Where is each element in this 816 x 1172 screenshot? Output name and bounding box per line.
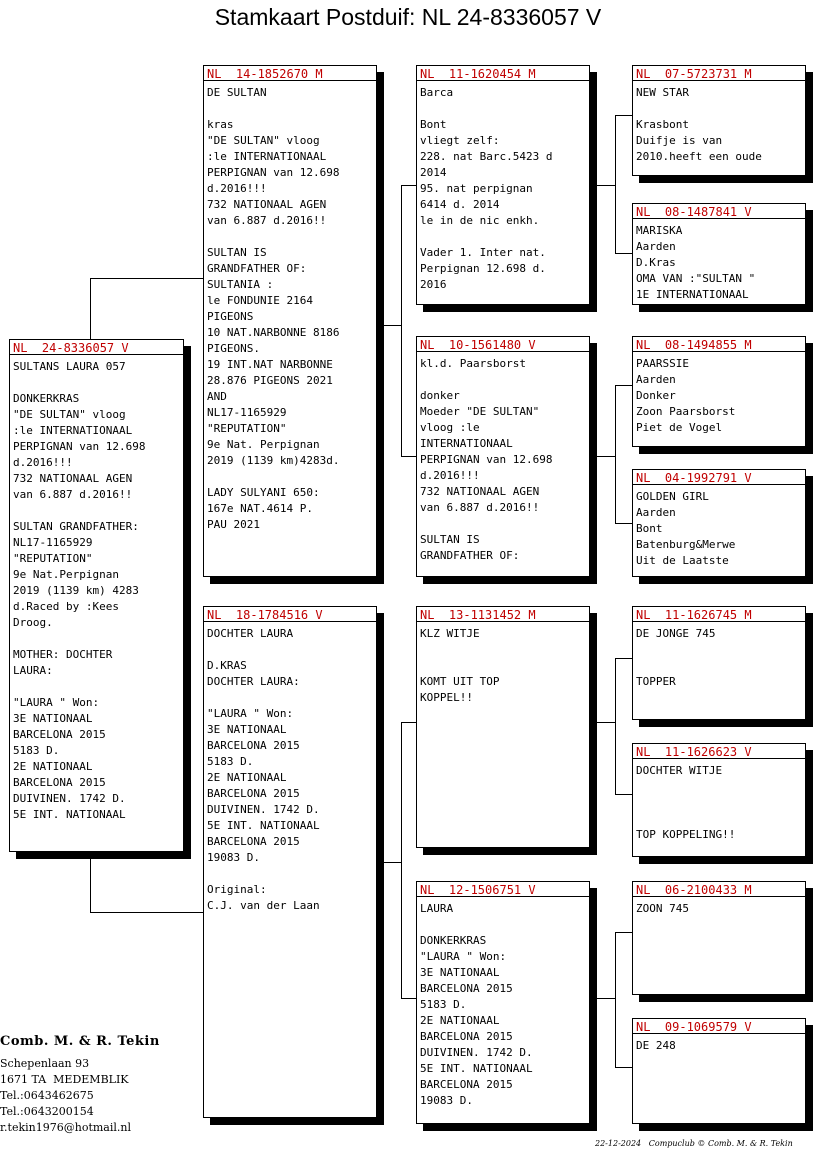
owner-address: Schepenlaan 93	[0, 1057, 90, 1070]
ring-number: NL 18-1784516 V	[204, 607, 376, 622]
ring-number: NL 06-2100433 M	[633, 882, 805, 897]
pigeon-card-ggp-6	[632, 743, 806, 857]
connector-line	[615, 932, 616, 1068]
connector-line	[596, 185, 616, 186]
connector-line	[90, 852, 91, 912]
connector-line	[90, 278, 204, 279]
ring-number: NL 13-1131452 M	[417, 607, 589, 622]
connector-line	[401, 998, 417, 999]
ring-number: NL 11-1620454 M	[417, 66, 589, 81]
owner-phone-1: Tel.:0643462675	[0, 1089, 94, 1102]
connector-line	[383, 862, 402, 863]
ring-number: NL 24-8336057 V	[10, 340, 183, 355]
ring-number: NL 08-1487841 V	[633, 204, 805, 219]
pigeon-notes: NEW STAR Krasbont Duifje is van 2010.heeft een oude	[636, 86, 762, 163]
pigeon-notes: DOCHTER WITJE TOP KOPPELING!!	[636, 764, 736, 841]
connector-line	[615, 385, 633, 386]
pigeon-card-ggp-2	[632, 203, 806, 305]
pigeon-notes: MARISKA Aarden D.Kras OMA VAN :"SULTAN " 1E INTERNATIONAAL	[636, 224, 756, 301]
pigeon-notes: DE JONGE 745 TOPPER	[636, 627, 716, 688]
pigeon-notes: PAARSSIE Aarden Donker Zoon Paarsborst Piet de Vogel	[636, 357, 736, 434]
connector-line	[615, 115, 633, 116]
page-title: Stamkaart Postduif: NL 24-8336057 V	[214, 4, 602, 30]
connector-line	[615, 932, 633, 933]
pigeon-card-ggp-5	[632, 606, 806, 720]
footer-credit: 22-12-2024 Compuclub © Comb. M. & R. Tekin	[595, 1139, 793, 1148]
connector-line	[401, 185, 417, 186]
connector-line	[401, 185, 402, 456]
connector-line	[615, 658, 633, 659]
pigeon-card-paternal-grandmother	[416, 336, 590, 577]
connector-line	[596, 998, 616, 999]
ring-number: NL 10-1561480 V	[417, 337, 589, 352]
connector-line	[615, 385, 616, 524]
pigeon-card-father	[203, 65, 377, 577]
connector-line	[90, 912, 204, 913]
pigeon-card-mother	[203, 606, 377, 1118]
pigeon-card-ggp-8	[632, 1018, 806, 1124]
connector-line	[383, 325, 402, 326]
connector-line	[401, 722, 402, 999]
pigeon-notes: LAURA DONKERKRAS "LAURA " Won: 3E NATIONAAL BARCELONA 2015 5183 D. 2E NATIONAAL BARCELONA 2015 DUIVINEN. 1742 D. 5E INT. NATIONAAL BARCELONA 2015 19083 D.	[420, 902, 533, 1107]
pigeon-card-paternal-grandfather	[416, 65, 590, 305]
pigeon-card-subject	[9, 339, 184, 852]
pigeon-card-ggp-4	[632, 469, 806, 577]
ring-number: NL 09-1069579 V	[633, 1019, 805, 1034]
connector-line	[596, 722, 616, 723]
pigeon-card-maternal-grandmother	[416, 881, 590, 1124]
pigeon-notes: DE 248	[636, 1039, 676, 1052]
connector-line	[615, 1067, 633, 1068]
owner-name: Comb. M. & R. Tekin	[0, 1034, 160, 1049]
owner-block	[0, 1034, 160, 1136]
ring-number: NL 11-1626623 V	[633, 744, 805, 759]
connector-line	[615, 658, 616, 795]
pigeon-notes: DOCHTER LAURA D.KRAS DOCHTER LAURA: "LAURA " Won: 3E NATIONAAL BARCELONA 2015 5183 D. 2E NATIONAAL BARCELONA 2015 DUIVINEN. 1742 D. 5E INT. NATIONAAL BARCELONA 2015 19083 D. Original: C.J. van der Laan	[207, 627, 320, 912]
pigeon-notes: KLZ WITJE KOMT UIT TOP KOPPEL!!	[420, 627, 500, 704]
connector-line	[401, 722, 417, 723]
connector-line	[615, 523, 633, 524]
pigeon-notes: Barca Bont vliegt zelf: 228. nat Barc.5423 d 2014 95. nat perpignan 6414 d. 2014 le in de nic enkh. Vader 1. Inter nat. Perpignan 12.698 d. 2016	[420, 86, 553, 291]
pigeon-notes: SULTANS LAURA 057 DONKERKRAS "DE SULTAN" vloog :le INTERNATIONAAL PERPIGNAN van 12.698 d.2016!!! 732 NATIONAAL AGEN van 6.887 d.2016!! SULTAN GRANDFATHER: NL17-1165929 "REPUTATION" 9e Nat.Perpignan 2019 (1139 km) 4283 d.Raced by :Kees Droog. MOTHER: DOCHTER LAURA: "LAURA " Won: 3E NATIONAAL BARCELONA 2015 5183 D. 2E NATIONAAL BARCELONA 2015 DUIVINEN. 1742 D. 5E INT. NATIONAAL	[13, 360, 146, 821]
pigeon-card-ggp-1	[632, 65, 806, 176]
pigeon-notes: ZOON 745	[636, 902, 689, 915]
pigeon-notes: kl.d. Paarsborst donker Moeder "DE SULTAN" vloog :le INTERNATIONAAL PERPIGNAN van 12.698 d.2016!!! 732 NATIONAAL AGEN van 6.887 d.2016!! SULTAN IS GRANDFATHER OF:	[420, 357, 553, 562]
pigeon-card-ggp-7	[632, 881, 806, 995]
connector-line	[615, 115, 616, 254]
connector-line	[615, 253, 633, 254]
connector-line	[615, 794, 633, 795]
owner-phone-2: Tel.:0643200154	[0, 1105, 94, 1118]
connector-line	[401, 456, 417, 457]
pigeon-notes: GOLDEN GIRL Aarden Bont Batenburg&Merwe Uit de Laatste	[636, 490, 736, 567]
ring-number: NL 08-1494855 M	[633, 337, 805, 352]
pigeon-notes: DE SULTAN kras "DE SULTAN" vloog :le INTERNATIONAAL PERPIGNAN van 12.698 d.2016!!! 732 NATIONAAL AGEN van 6.887 d.2016!! SULTAN IS GRANDFATHER OF: SULTANIA : le FONDUNIE 2164 PIGEONS 10 NAT.NARBONNE 8186 PIGEONS. 19 INT.NAT NARBONNE 28.876 PIGEONS 2021 AND NL17-1165929 "REPUTATION" 9e Nat. Perpignan 2019 (1139 km)4283d. LADY SULYANI 650: 167e NAT.4614 P. PAU 2021	[207, 86, 340, 531]
owner-email: r.tekin1976@hotmail.nl	[0, 1121, 131, 1134]
connector-line	[596, 456, 616, 457]
owner-city: 1671 TA MEDEMBLIK	[0, 1073, 129, 1086]
ring-number: NL 12-1506751 V	[417, 882, 589, 897]
ring-number: NL 14-1852670 M	[204, 66, 376, 81]
pigeon-card-ggp-3	[632, 336, 806, 447]
ring-number: NL 07-5723731 M	[633, 66, 805, 81]
connector-line	[90, 278, 91, 340]
ring-number: NL 11-1626745 M	[633, 607, 805, 622]
ring-number: NL 04-1992791 V	[633, 470, 805, 485]
pigeon-card-maternal-grandfather	[416, 606, 590, 848]
